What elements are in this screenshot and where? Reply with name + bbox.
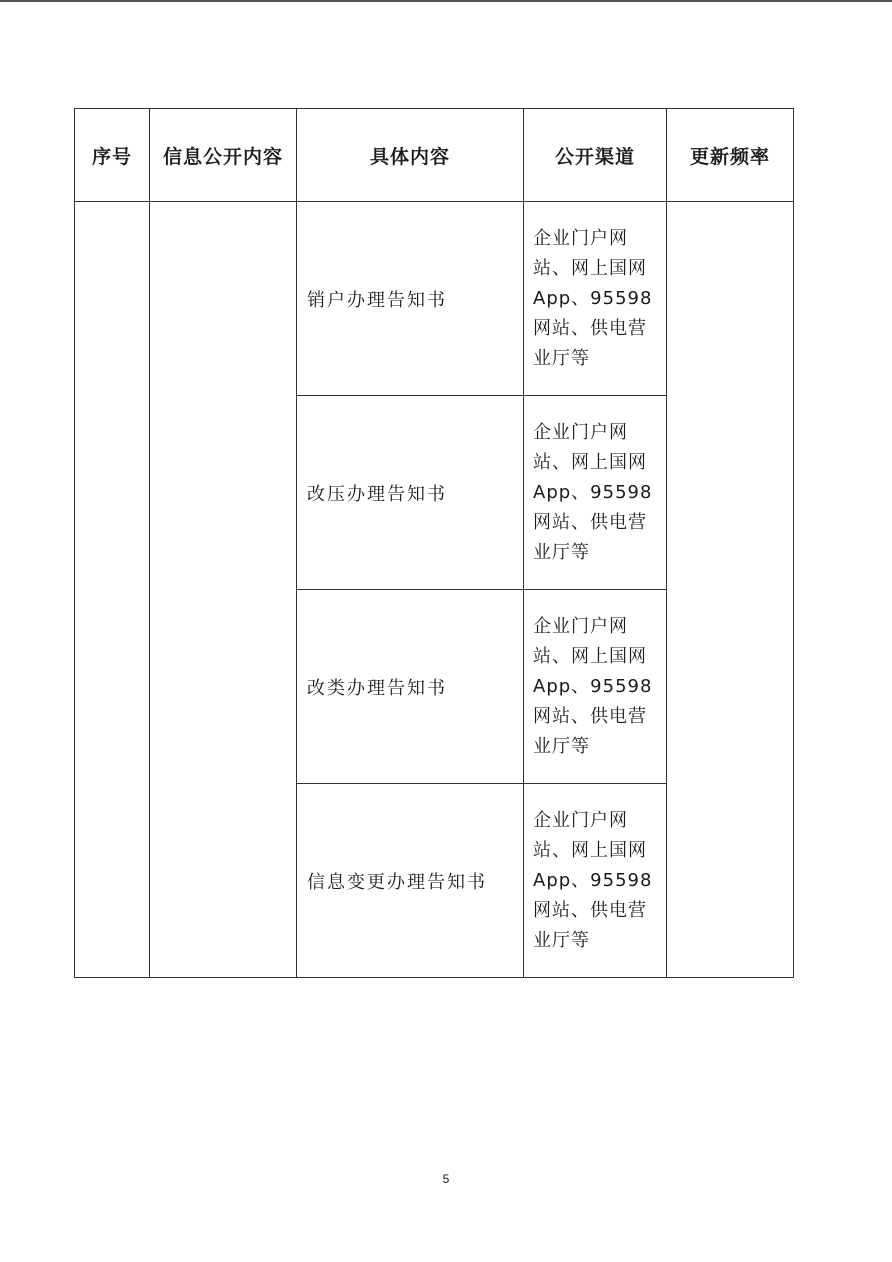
specific-content-cell: 改压办理告知书 [297, 396, 524, 590]
header-specific-content: 具体内容 [297, 109, 524, 202]
update-frequency-cell [667, 202, 794, 978]
header-disclosure-item: 信息公开内容 [150, 109, 297, 202]
table-header-row [75, 109, 794, 202]
disclosure-item-cell [150, 202, 297, 978]
specific-content-cell: 改类办理告知书 [297, 590, 524, 784]
disclosure-channel-cell: 企业门户网站、网上国网App、95598网站、供电营业厅等 [524, 396, 667, 590]
serial-number-cell [75, 202, 150, 978]
page-top-border [0, 0, 892, 2]
header-update-frequency: 更新频率 [667, 109, 794, 202]
header-disclosure-channel: 公开渠道 [524, 109, 667, 202]
specific-content-cell: 信息变更办理告知书 [297, 784, 524, 978]
page-number: 5 [442, 1172, 450, 1186]
disclosure-channel-cell: 企业门户网站、网上国网App、95598网站、供电营业厅等 [524, 590, 667, 784]
disclosure-channel-cell: 企业门户网站、网上国网App、95598网站、供电营业厅等 [524, 202, 667, 396]
disclosure-table [74, 108, 794, 978]
disclosure-channel-cell: 企业门户网站、网上国网App、95598网站、供电营业厅等 [524, 784, 667, 978]
specific-content-cell: 销户办理告知书 [297, 202, 524, 396]
table-row [75, 202, 794, 396]
header-serial-number: 序号 [75, 109, 150, 202]
